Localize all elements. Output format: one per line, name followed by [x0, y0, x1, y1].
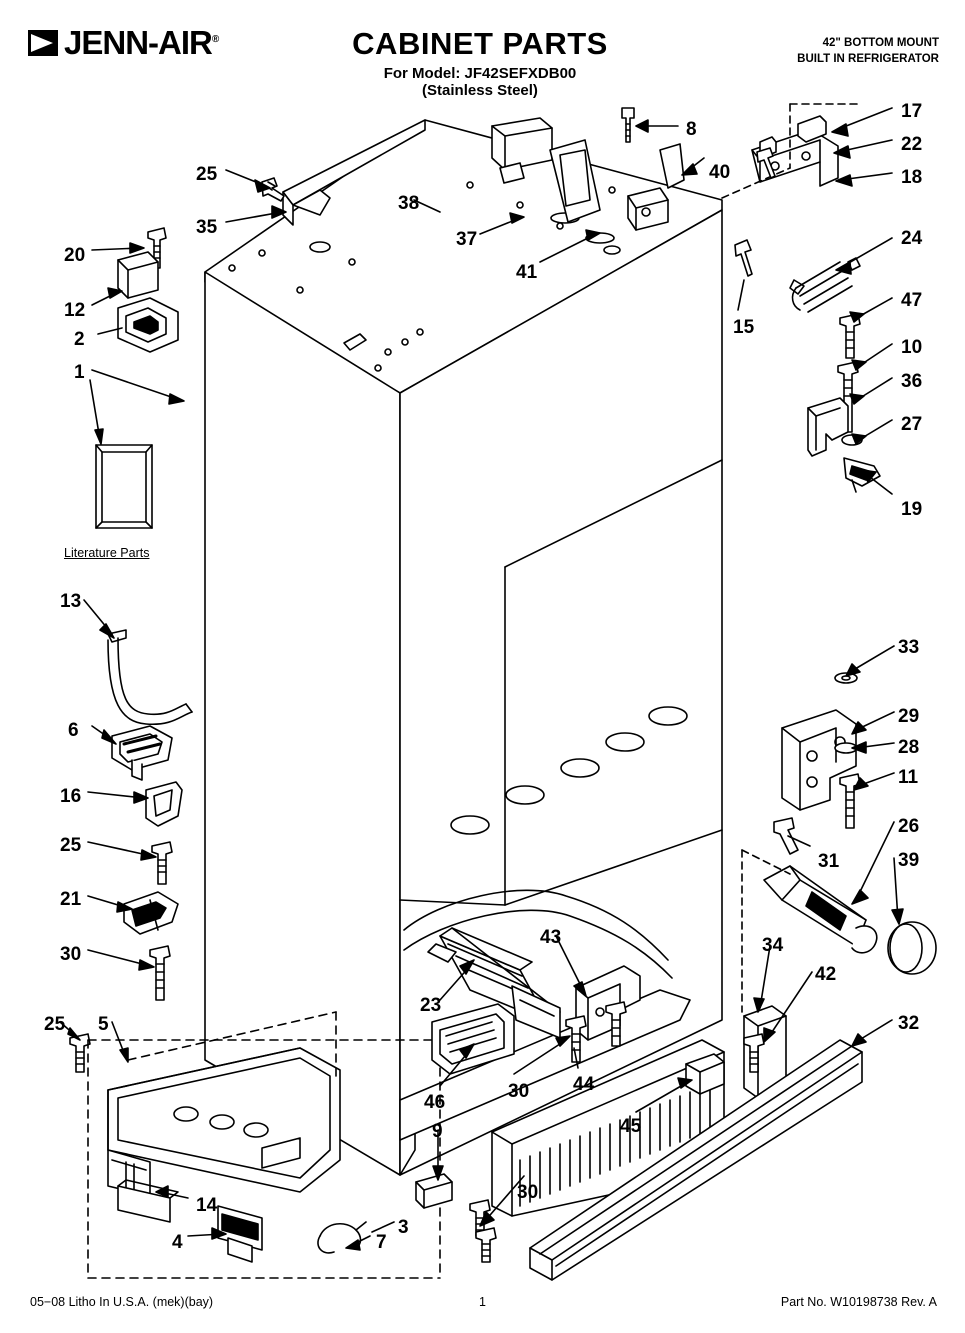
page-title: CABINET PARTS	[352, 26, 608, 61]
callout-number: 33	[898, 637, 920, 658]
brand-name-text: JENN-AIR	[64, 24, 212, 61]
callout-number: 11	[898, 767, 919, 788]
callout-number: 23	[420, 995, 442, 1016]
callout-number: 30	[60, 944, 82, 965]
callout-number: 32	[898, 1013, 920, 1034]
appliance-type-line1: 42" BOTTOM MOUNT	[822, 37, 939, 49]
callout-number: 36	[901, 371, 923, 392]
appliance-type-line2: BUILT IN REFRIGERATOR	[797, 52, 939, 65]
footer-part-number: Part No. W10198738 Rev. A	[780, 1295, 937, 1309]
callout-number: 41	[516, 262, 538, 283]
callout-number: 16	[60, 786, 82, 807]
callout-number: 18	[901, 167, 923, 188]
callout-number: 27	[901, 414, 923, 435]
callout-number: 24	[901, 228, 923, 249]
callout-number: 1	[74, 362, 85, 383]
callout-number: 4	[172, 1232, 183, 1253]
callout-number: 10	[901, 337, 923, 358]
callout-number: 25	[60, 835, 82, 856]
callout-number: 2	[74, 329, 85, 350]
callout-number: 29	[898, 706, 920, 727]
callout-number: 31	[818, 851, 840, 872]
callout-number: 5	[98, 1014, 109, 1035]
callout-number: 42	[815, 964, 837, 985]
callout-number: 38	[398, 193, 420, 214]
callout-number: 21	[60, 889, 82, 910]
callout-number: 7	[376, 1232, 387, 1253]
callout-number: 12	[64, 300, 86, 321]
callout-number: 47	[901, 290, 923, 311]
footer-litho-info: 05−08 Litho In U.S.A. (mek)(bay)	[30, 1295, 214, 1309]
callout-number: 6	[68, 720, 79, 741]
callout-number: 17	[901, 101, 923, 122]
callout-number: 44	[573, 1074, 595, 1095]
callout-number: 15	[733, 317, 755, 338]
callout-number: 3	[398, 1217, 409, 1238]
callout-number: 34	[762, 935, 784, 956]
callout-number: 14	[196, 1195, 218, 1216]
callout-number: 35	[196, 217, 218, 238]
model-line: For Model: JF42SEFXDB00	[383, 65, 577, 82]
callout-number: 19	[901, 499, 923, 520]
callout-number: 9	[432, 1121, 443, 1142]
callout-number: 30	[508, 1081, 530, 1102]
callout-number: 37	[456, 229, 478, 250]
callout-number: 25	[44, 1014, 66, 1035]
callout-number: 13	[60, 591, 82, 612]
callout-number: 25	[196, 164, 218, 185]
callout-number: 20	[64, 245, 86, 266]
callout-number: 26	[898, 816, 920, 837]
footer-page-number: 1	[479, 1295, 486, 1309]
callout-number: 45	[620, 1116, 642, 1137]
callout-number: 46	[424, 1092, 446, 1113]
finish-line: (Stainless Steel)	[422, 82, 538, 99]
callout-number: 8	[686, 119, 697, 140]
callout-number: 30	[517, 1182, 539, 1203]
callout-number: 28	[898, 737, 920, 758]
literature-parts-label: Literature Parts	[64, 546, 150, 560]
callout-number: 40	[709, 162, 731, 183]
callout-number: 39	[898, 850, 920, 871]
callout-number: 43	[540, 927, 562, 948]
callout-number: 22	[901, 134, 923, 155]
registered-trademark-icon: ®	[211, 34, 219, 45]
